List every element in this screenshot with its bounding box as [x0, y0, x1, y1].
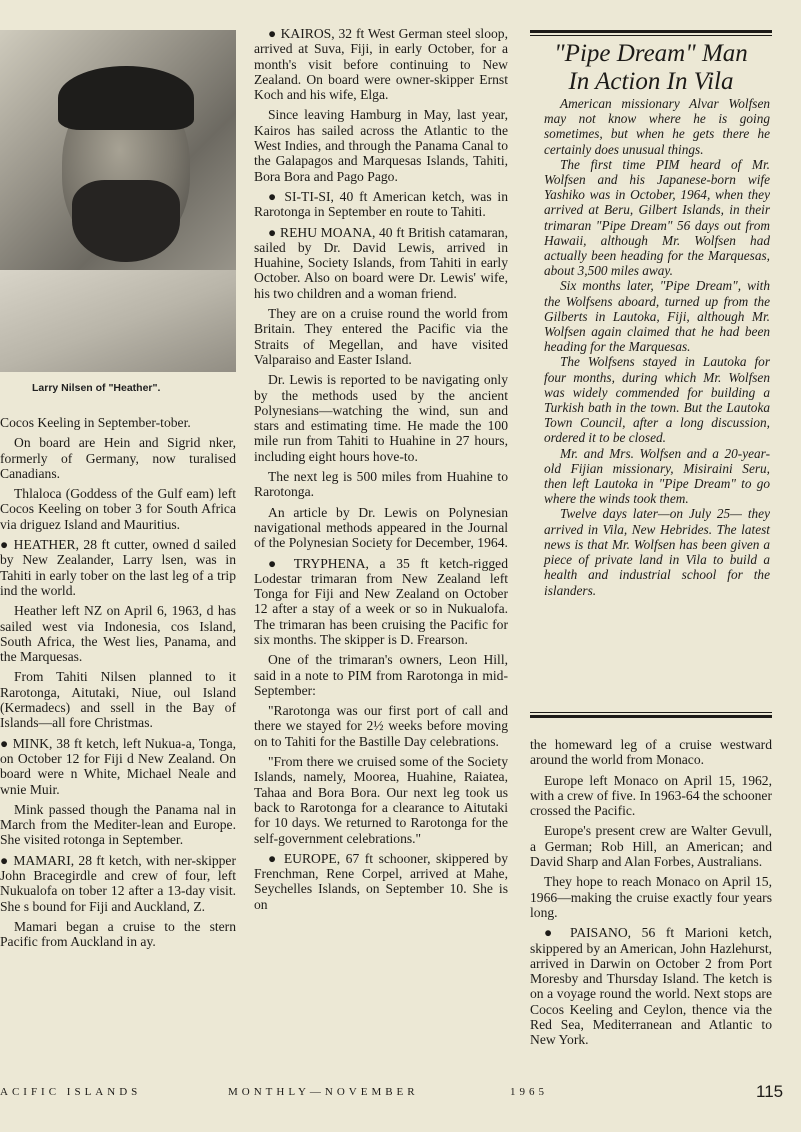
col2-paragraph: ● KAIROS, 32 ft West German steel sloop, arrived at Suva, Fiji, in early October, for a month's visit before continuing to New Zealand. On board were owner-skipper Ernst Koch and his wife, Elga. [254, 26, 508, 103]
col2-paragraph: "From there we cruised some of the Society Islands, namely, Moorea, Huahine, Raiatea, Tahaa and Bora Bora. Our next leg took us back to Rarotonga for a clearance to Aitutaki for 10 days. We returned to Rarotonga for the self-government celebrations." [254, 754, 508, 846]
col2-paragraph: ● TRYPHENA, a 35 ft ketch-rigged Lodestar trimaran from New Zealand left Tonga for Fiji and New Zealand on October 12 after a stay of a week or so in Nukualofa. The trimaran has been cruising the Pacific for six months. The skipper is D. Frearson. [254, 555, 508, 647]
col2-paragraph: They are on a cruise round the world from Britain. They entered the Pacific via the Straits of Megellan, and have visited Valparaiso and Easter Island. [254, 306, 508, 367]
col1-paragraph: Thlaloca (Goddess of the Gulf eam) left Cocos Keeling on tober 3 for South Africa via driguez Island and Mauritius. [0, 486, 236, 532]
story-paragraph: Six months later, "Pipe Dream", with the Wolfsens aboard, turned up from the Gilberts in Lautoka, Fiji, although Mr. Wolfsen again claimed that he had been heading for the Marquesas. [544, 278, 770, 355]
story-paragraph: American missionary Alvar Wolfsen may not know where he is going sometimes, but when he gets there he certainly does unusual things. [544, 96, 770, 157]
col3-paragraph: Europe left Monaco on April 15, 1962, with a crew of five. In 1963-64 the schooner crossed the Pacific. [530, 772, 772, 819]
story-headline [530, 40, 772, 96]
story-body [544, 96, 770, 598]
footer-year: 1965 [510, 1086, 548, 1098]
photo-caption: Larry Nilsen of "Heather". [32, 382, 161, 394]
col2-paragraph: ● REHU MOANA, 40 ft British catamaran, sailed by Dr. David Lewis, arrived in Huahine, Society Islands, from Tahiti in early October. Also on board were Dr. Lewis' wife, his two children and a woman friend. [254, 224, 508, 301]
col1-paragraph: From Tahiti Nilsen planned to it Rarotonga, Aitutaki, Niue, oul Island (Kermadecs) and ssell in the Bay of Islands—all fore Christmas. [0, 669, 236, 731]
story-bottom-rule-thin [530, 712, 772, 713]
story-paragraph: Mr. and Mrs. Wolfsen and a 20-year-old Fijian missionary, Misiraini Seru, then left Lautoka in "Pipe Dream" to go where the winds took them. [544, 445, 770, 507]
col1-paragraph: Heather left NZ on April 6, 1963, d has sailed west via Indonesia, cos Island, South Africa, the West lies, Panama, and the Marquesas. [0, 603, 236, 665]
column-3 [530, 737, 772, 1053]
col3-paragraph: They hope to reach Monaco on April 15, 1966—making the cruise exactly four years long. [530, 874, 772, 920]
story-bottom-rule [530, 715, 772, 718]
column-1 [0, 415, 236, 955]
photo-beard [72, 180, 180, 262]
col1-paragraph: Mink passed though the Panama nal in March from the Mediter-lean and Europe. She visited rotonga in September. [0, 801, 236, 848]
story-paragraph: The Wolfsens stayed in Lautoka for four months, during which Mr. Wolfsen was widely commended for building a Turkish bath in the town. But the Lautoka Town Council, after a long discussion, ordered it to be closed. [544, 354, 770, 446]
story-headline-line-1: "Pipe Dream" Man [554, 40, 748, 67]
photo-hair [58, 66, 194, 130]
col2-paragraph: Dr. Lewis is reported to be navigating only by the methods used by the ancient Polynesians—watching the wind, sun and stars and estimating time. He made the 100 mile run from Tahiti to Huahine in 27 hours, including eight hours hove-to. [254, 372, 508, 464]
column-2 [254, 26, 508, 917]
story-headline-line-2: In Action In Vila [568, 68, 734, 95]
col1-paragraph: Mamari began a cruise to the stern Pacific from Auckland in ay. [0, 918, 236, 950]
photo-shirt [0, 270, 236, 372]
col2-paragraph: ● SI-TI-SI, 40 ft American ketch, was in Rarotonga in September en route to Tahiti. [254, 188, 508, 220]
col2-paragraph: Since leaving Hamburg in May, last year, Kairos has sailed across the Atlantic to the West Indies, and through the Panama Canal to the Galapagos and Marquesas Islands, Tahiti, Bora Bora and Pago Pago. [254, 107, 508, 184]
col3-paragraph: the homeward leg of a cruise westward around the world from Monaco. [530, 737, 772, 768]
col1-paragraph: On board are Hein and Sigrid nker, formerly of Germany, now turalised Canadians. [0, 435, 236, 481]
story-top-rule-thin [530, 35, 772, 36]
col1-paragraph: Cocos Keeling in September-tober. [0, 415, 191, 430]
col2-paragraph: The next leg is 500 miles from Huahine to Rarotonga. [254, 469, 508, 500]
col2-paragraph: One of the trimaran's owners, Leon Hill, said in a note to PIM from Rarotonga in mid-September: [254, 652, 508, 698]
page-number: 115 [756, 1082, 784, 1101]
col3-paragraph: ● PAISANO, 56 ft Marioni ketch, skippered by an American, John Hazlehurst, arrived in Darwin on October 2 from Port Moresby and Thursday Island. The ketch is on a voyage round the world. Next stops are Cocos Keeling and Ceylon, thence via the Red Sea, Mediterranean and Atlantic to New York. [530, 925, 772, 1048]
story-paragraph: The first time PIM heard of Mr. Wolfsen and his Japanese-born wife Yashiko was in October, 1964, when they arrived at Beru, Gilbert Islands, in their trimaran "Pipe Dream" 56 days out from Hawaii, although Mr. Wolfsen had actually been heading for the Marquesas, about 3,500 miles away. [544, 156, 770, 279]
col1-paragraph: ● HEATHER, 28 ft cutter, owned d sailed by New Zealander, Larry lsen, was in Tahiti in early tober on the last leg of a trip ind the world. [0, 537, 236, 598]
col1-paragraph: ● MINK, 38 ft ketch, left Nukua-a, Tonga, on October 12 for Fiji d New Zealand. On board were n White, Michael Neale and wnie Muir. [0, 735, 236, 797]
portrait-photo [0, 30, 236, 372]
footer-issue: MONTHLY—NOVEMBER [228, 1086, 419, 1098]
story-top-rule [530, 30, 772, 33]
page-footer [0, 1086, 801, 1106]
footer-publication: ACIFIC ISLANDS [0, 1086, 142, 1098]
col2-paragraph: "Rarotonga was our first port of call and there we stayed for 2½ weeks before moving on to Tahiti for the Bastille Day celebrations. [254, 703, 508, 749]
col2-paragraph: An article by Dr. Lewis on Polynesian navigational methods appeared in the Journal of the Polynesian Society for December, 1964. [254, 504, 508, 551]
col2-paragraph: ● EUROPE, 67 ft schooner, skippered by Frenchman, Rene Corpel, arrived at Mahe, Seychelles Islands, on September 10. She is on [254, 850, 508, 912]
story-paragraph: Twelve days later—on July 25— they arrived in Vila, New Hebrides. The latest news is that Mr. Wolfsen has been given a piece of private land in Vila to build a health and industrial school for the islanders. [544, 506, 770, 598]
col1-paragraph: ● MAMARI, 28 ft ketch, with ner-skipper John Bracegirdle and crew of four, left Nukualofa on tober 12 after a 13-day visit. She s bound for Fiji and Auckland, Z. [0, 852, 236, 914]
col3-paragraph: Europe's present crew are Walter Gevull, a German; Rob Hill, an American; and David Sharp and Alan Forbes, Australians. [530, 823, 772, 870]
